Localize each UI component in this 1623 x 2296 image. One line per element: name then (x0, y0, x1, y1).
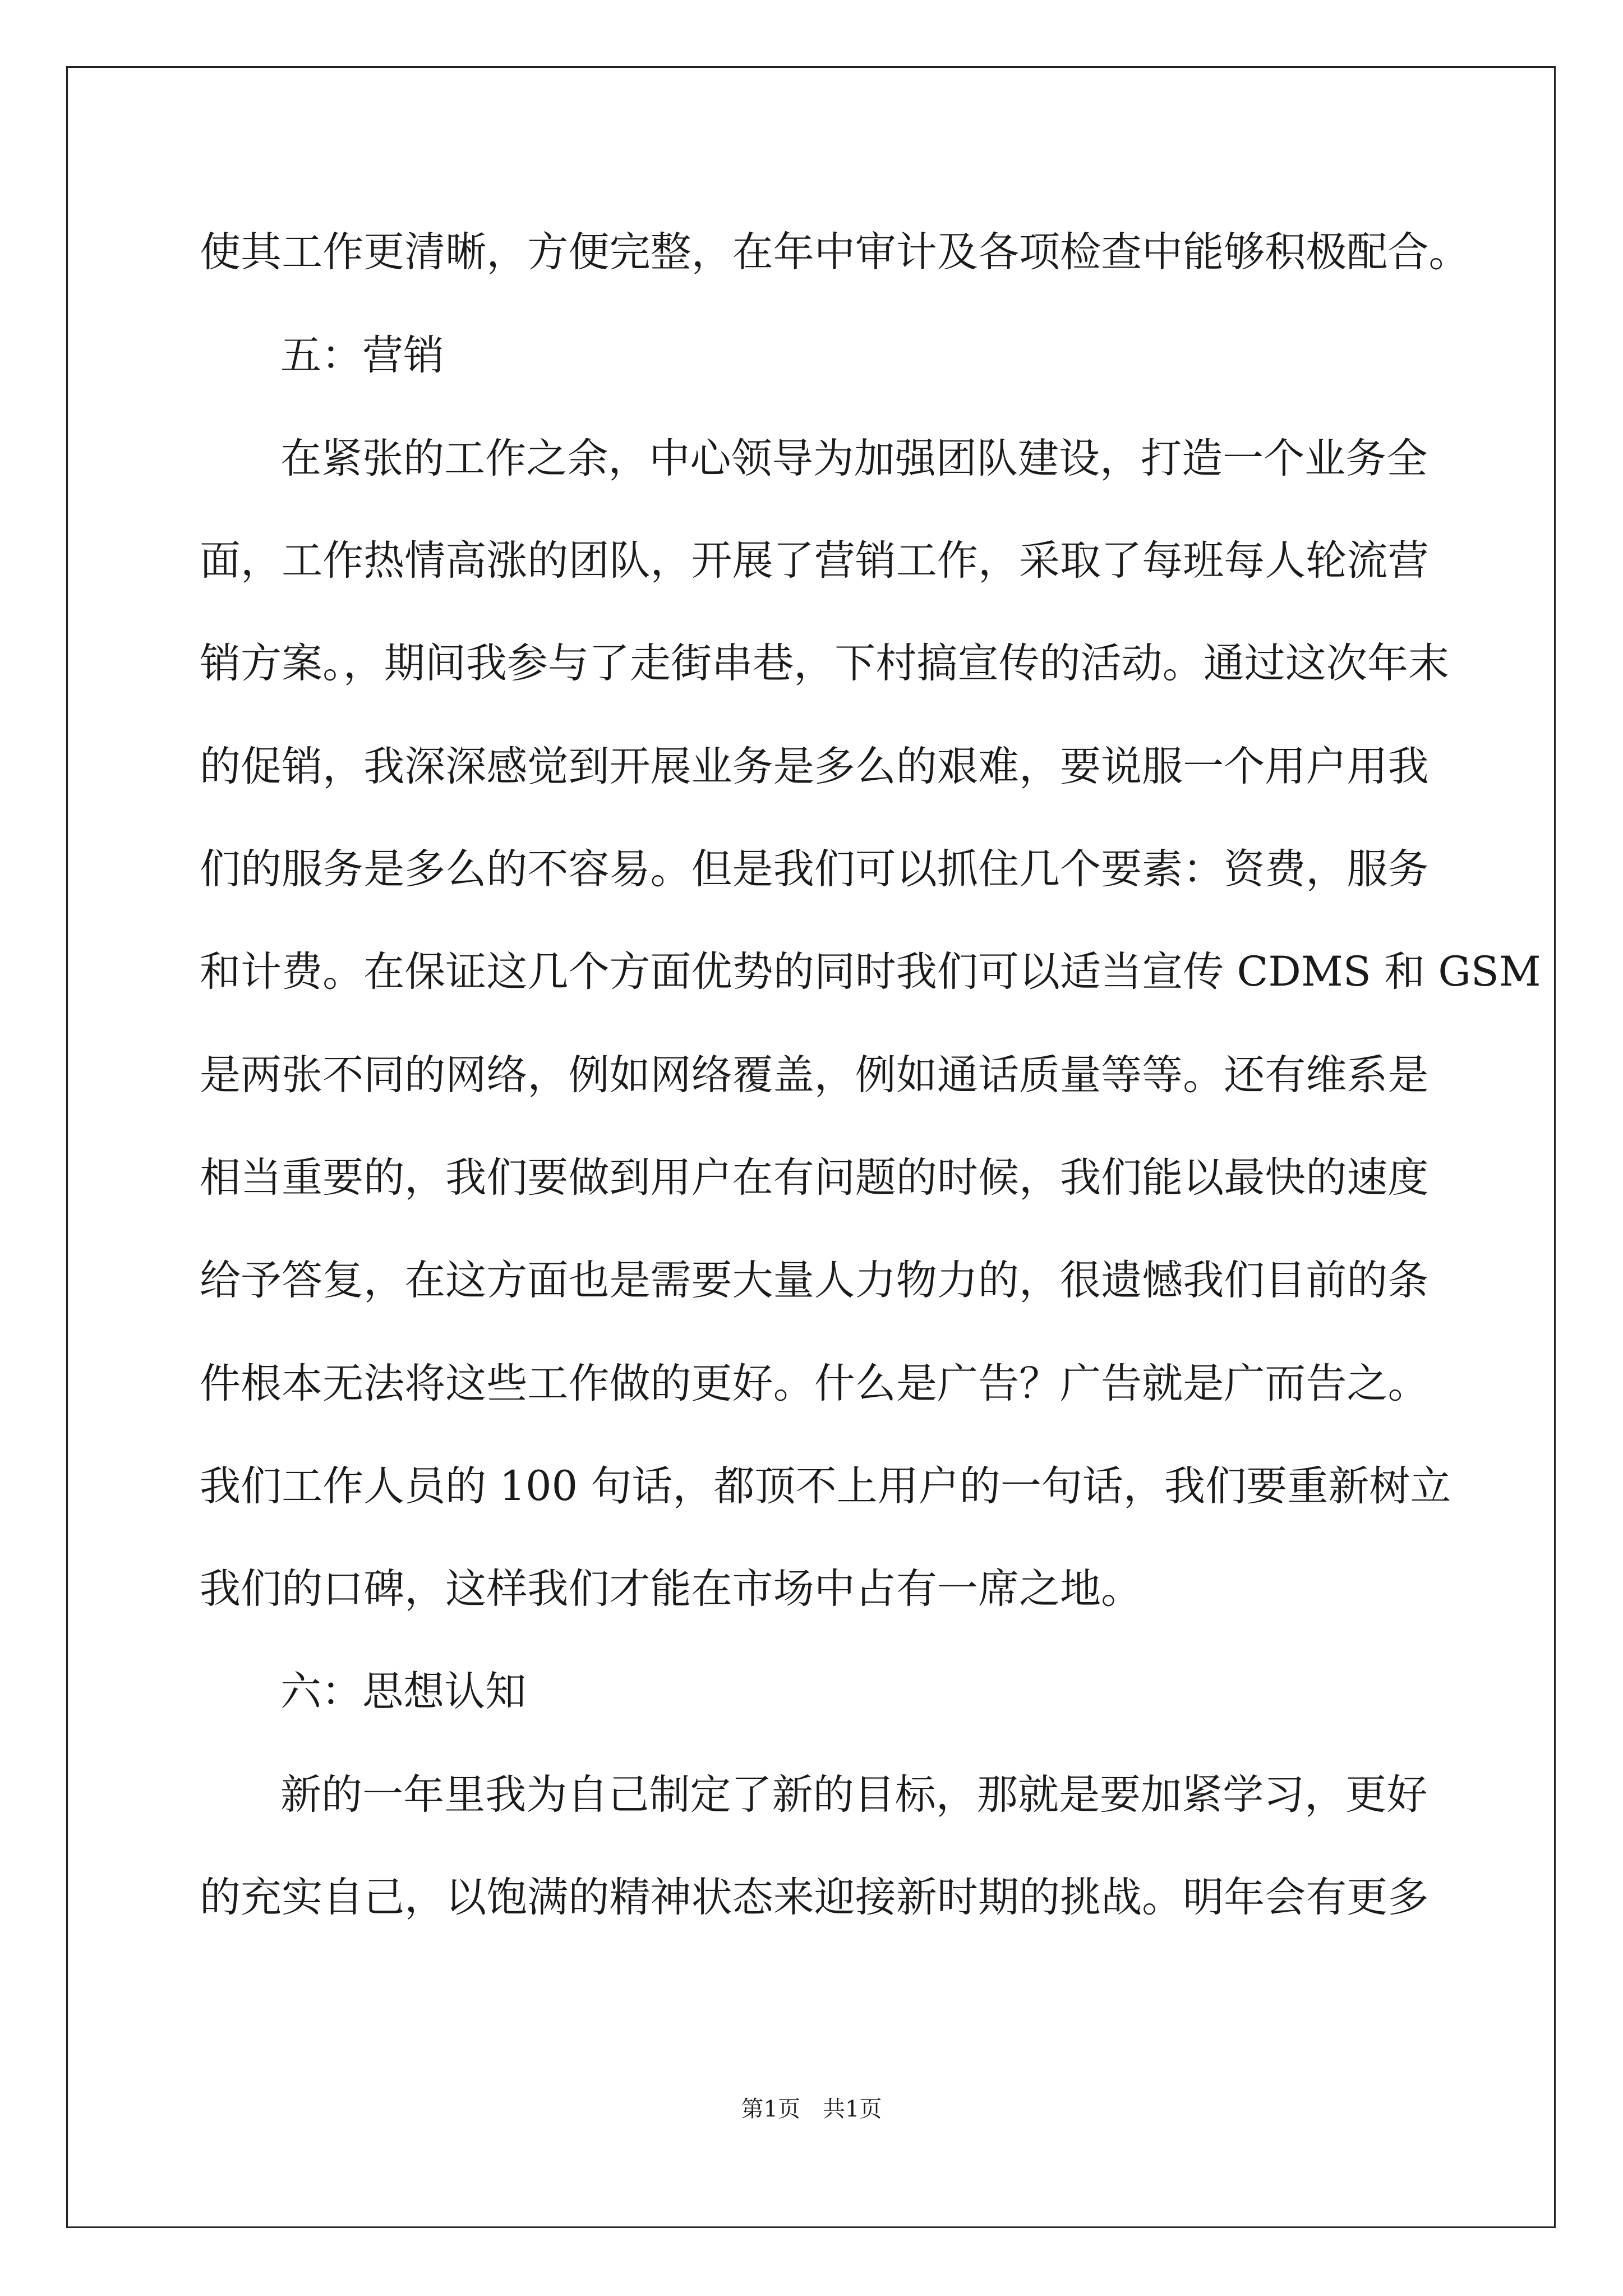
section-heading-thinking: 六：思想认知 (280, 1668, 527, 1715)
body-line: 的促销，我深深感觉到开展业务是多么的艰难，要说服一个用户用我 (200, 743, 1429, 790)
page-footer: 第1页 共1页 (741, 2096, 882, 2122)
body-line: 我们的口碑，这样我们才能在市场中占有一席之地。 (200, 1565, 1142, 1613)
paragraph-line: 新的一年里我为自己制定了新的目标，那就是要加紧学习，更好 (280, 1771, 1428, 1819)
body-line: 面，工作热情高涨的团队，开展了营销工作，采取了每班每人轮流营 (200, 537, 1429, 585)
paragraph-line: 在紧张的工作之余，中心领导为加强团队建设，打造一个业务全 (280, 435, 1428, 482)
body-line: 我们工作人员的 100 句话，都顶不上用户的一句话，我们要重新树立 (200, 1462, 1451, 1510)
body-line: 是两张不同的网络，例如网络覆盖，例如通话质量等等。还有维系是 (200, 1051, 1429, 1099)
body-line: 给予答复，在这方面也是需要大量人力物力的，很遗憾我们目前的条 (200, 1257, 1429, 1304)
body-line: 相当重要的，我们要做到用户在有问题的时候，我们能以最快的速度 (200, 1154, 1429, 1202)
body-line: 们的服务是多么的不容易。但是我们可以抓住几个要素：资费，服务 (200, 845, 1429, 893)
body-line: 的充实自己，以饱满的精神状态来迎接新时期的挑战。明年会有更多 (200, 1874, 1429, 1921)
body-line: 使其工作更清晰，方便完整，在年中审计及各项检查中能够积极配合。 (200, 228, 1470, 276)
body-line: 和计费。在保证这几个方面优势的同时我们可以适当宣传 CDMS 和 GSM (200, 948, 1541, 996)
section-heading-marketing: 五：营销 (280, 332, 445, 379)
body-line: 件根本无法将这些工作做的更好。什么是广告？广告就是广而告之。 (200, 1360, 1429, 1407)
body-line: 销方案。，期间我参与了走街串巷，下村搞宣传的活动。通过这次年末 (200, 639, 1450, 687)
